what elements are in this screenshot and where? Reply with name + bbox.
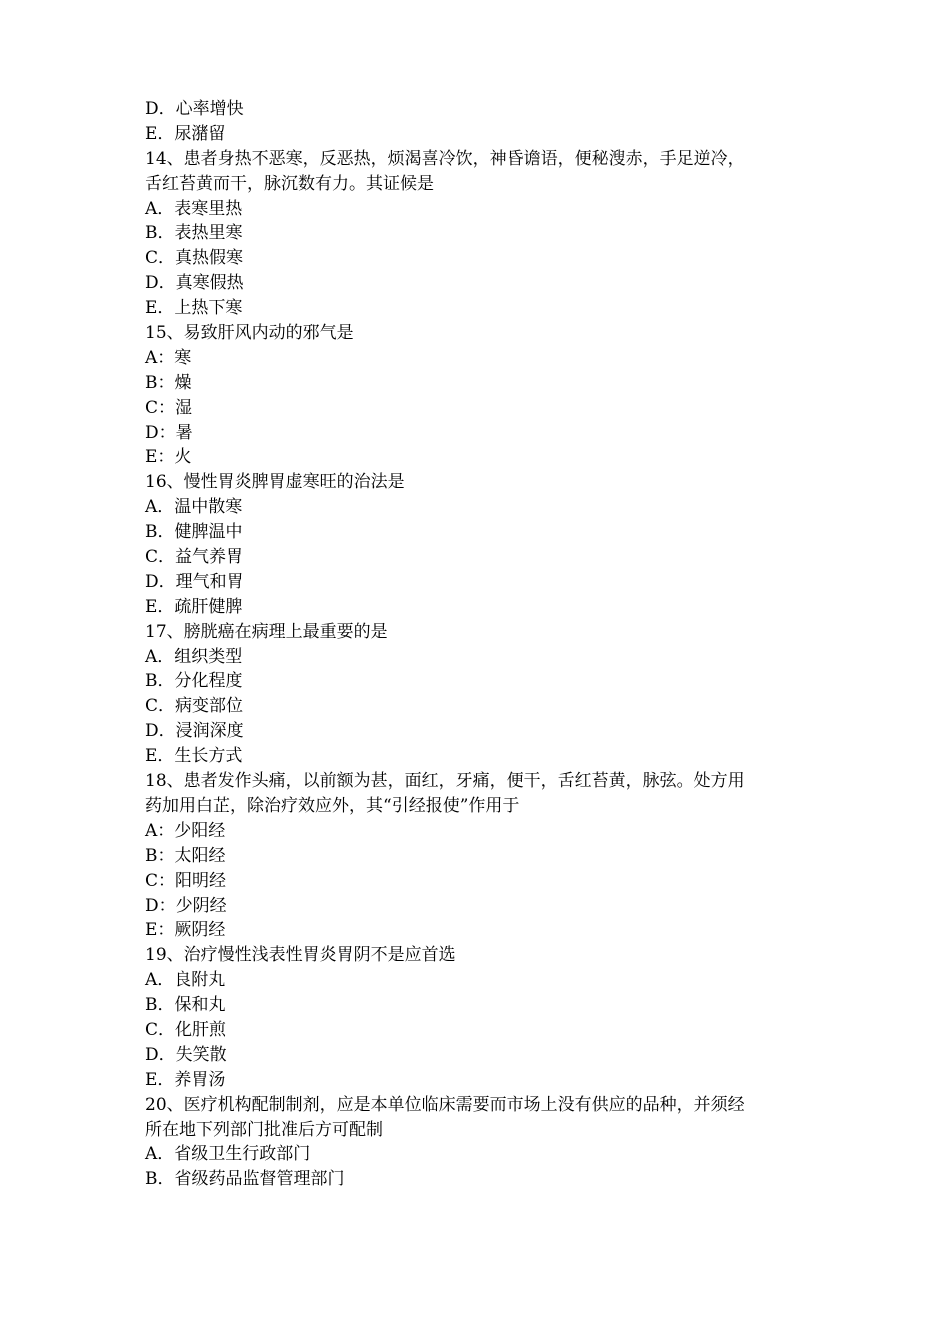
answer-option: E．养胃汤 bbox=[145, 1069, 226, 1090]
answer-option: D．心率增快 bbox=[145, 99, 244, 119]
answer-option: E．上热下寒 bbox=[145, 298, 243, 319]
question-line: 18、患者发作头痛，以前额为甚，面红，牙痛，便干，舌红苔黄，脉弦。处方用 bbox=[145, 771, 745, 792]
question-text bbox=[145, 943, 825, 968]
answer-option: C．真热假寒 bbox=[145, 248, 244, 269]
answer-option: B．保和丸 bbox=[145, 995, 226, 1016]
answer-option: D．真寒假热 bbox=[145, 273, 244, 294]
answer-option: E：厥阴经 bbox=[145, 920, 226, 941]
answer-option: B：太阳经 bbox=[145, 845, 226, 866]
answer-option: D．失笑散 bbox=[145, 1044, 227, 1065]
question-text bbox=[145, 147, 825, 197]
answer-option: C．病变部位 bbox=[145, 696, 244, 717]
answer-option: B．表热里寒 bbox=[145, 223, 243, 244]
answer-option: C．益气养胃 bbox=[145, 547, 244, 568]
answer-option: B．分化程度 bbox=[145, 671, 243, 692]
question-line: 所在地下列部门批准后方可配制 bbox=[145, 1119, 383, 1140]
question-text bbox=[145, 769, 825, 819]
question-text bbox=[145, 321, 825, 346]
answer-option: E．尿潴留 bbox=[145, 123, 226, 144]
question-line: 药加用白芷，除治疗效应外，其“引经报使”作用于 bbox=[145, 795, 520, 816]
answer-option: A：少阳经 bbox=[145, 820, 226, 841]
question-text bbox=[145, 470, 825, 495]
answer-option: B．健脾温中 bbox=[145, 522, 243, 543]
question-text bbox=[145, 1093, 825, 1143]
answer-option: E．生长方式 bbox=[145, 746, 243, 767]
answer-option: E．疏肝健脾 bbox=[145, 596, 243, 617]
answer-option: A．良附丸 bbox=[145, 970, 226, 991]
question-line: 20、医疗机构配制制剂，应是本单位临床需要而市场上没有供应的品种，并须经 bbox=[145, 1094, 745, 1115]
answer-option: C．化肝煎 bbox=[145, 1019, 227, 1040]
document-page bbox=[145, 97, 825, 1192]
answer-option: D．理气和胃 bbox=[145, 571, 244, 592]
answer-option: D：暑 bbox=[145, 422, 193, 443]
answer-option: B：燥 bbox=[145, 372, 192, 393]
question-line: 19、治疗慢性浅表性胃炎胃阴不是应首选 bbox=[145, 945, 456, 966]
question-line: 舌红苔黄而干，脉沉数有力。其证候是 bbox=[145, 173, 434, 194]
question-text bbox=[145, 620, 825, 645]
question-line: 16、慢性胃炎脾胃虚寒旺的治法是 bbox=[145, 472, 405, 493]
answer-option: A．组织类型 bbox=[145, 646, 243, 667]
answer-option: A．省级卫生行政部门 bbox=[145, 1144, 311, 1165]
answer-option: D．浸润深度 bbox=[145, 721, 244, 742]
answer-option: D：少阴经 bbox=[145, 895, 227, 916]
question-line: 15、易致肝风内动的邪气是 bbox=[145, 323, 354, 344]
answer-option: B．省级药品监督管理部门 bbox=[145, 1169, 345, 1190]
answer-option: A：寒 bbox=[145, 347, 192, 368]
answer-option: C：阳明经 bbox=[145, 870, 227, 891]
question-line: 14、患者身热不恶寒，反恶热，烦渴喜冷饮，神昏谵语，便秘溲赤，手足逆冷， bbox=[145, 148, 745, 169]
answer-option: A．表寒里热 bbox=[145, 198, 243, 219]
answer-option: E：火 bbox=[145, 447, 192, 468]
answer-option: C：湿 bbox=[145, 397, 193, 418]
answer-option: A．温中散寒 bbox=[145, 497, 243, 518]
question-line: 17、膀胱癌在病理上最重要的是 bbox=[145, 621, 388, 642]
